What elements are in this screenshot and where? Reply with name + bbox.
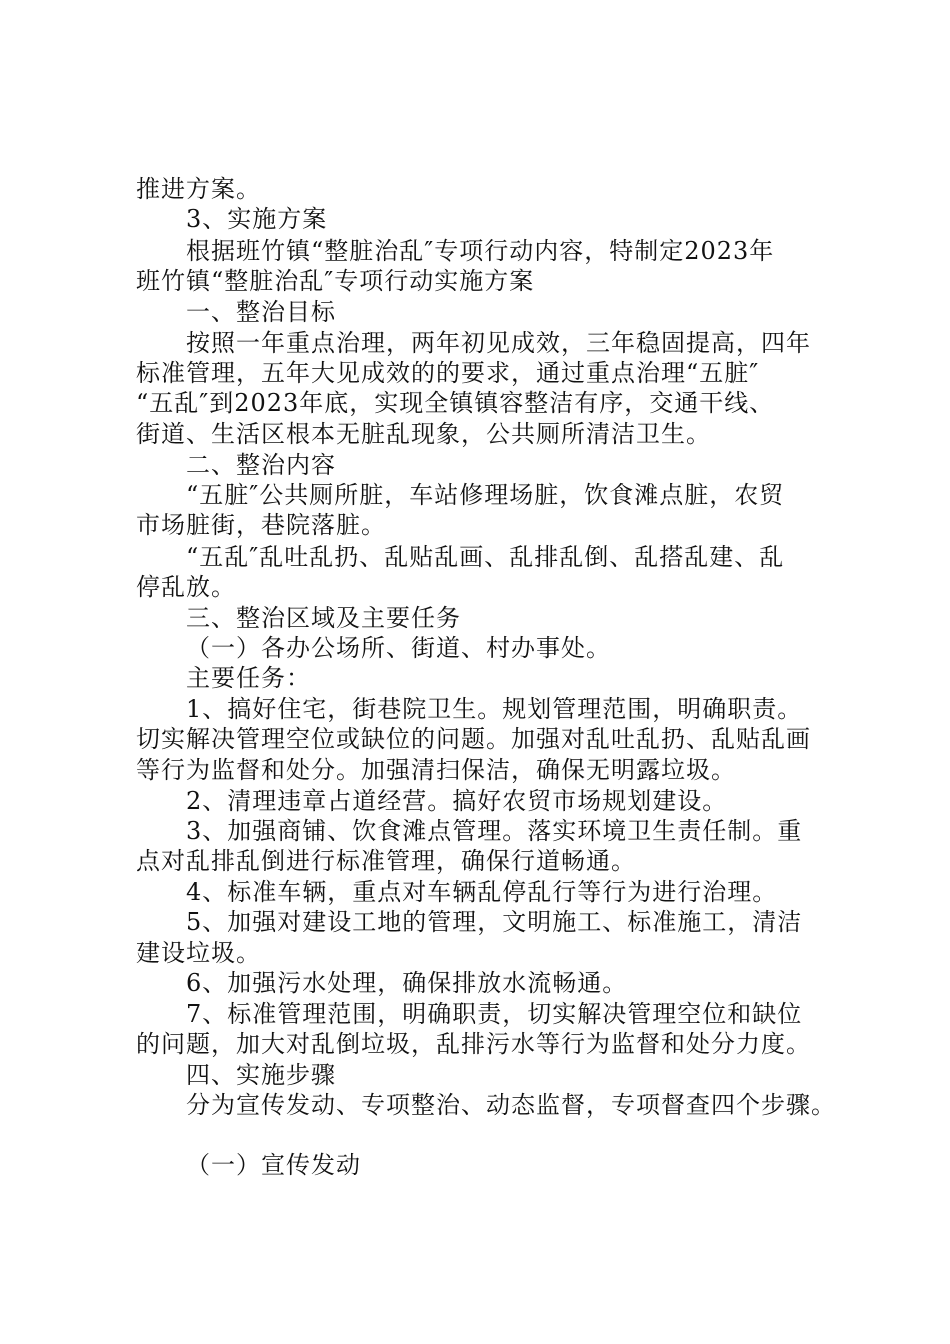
paragraph-line: 切实解决管理空位或缺位的问题。加强对乱吐乱扔、乱贴乱画 bbox=[136, 725, 811, 753]
text-line: 推进方案。 bbox=[136, 175, 261, 203]
paragraph-line: 的问题，加大对乱倒垃圾，乱排污水等行为监督和处分力度。 bbox=[136, 1030, 811, 1058]
paragraph-line: 4、标准车辆，重点对车辆乱停乱行等行为进行治理。 bbox=[186, 878, 778, 906]
paragraph-line: 3、加强商铺、饮食滩点管理。落实环境卫生责任制。重 bbox=[186, 817, 803, 845]
paragraph-line: “五乱″到2023年底，实现全镇镇容整洁有序，交通干线、 bbox=[136, 389, 775, 417]
paragraph-line: 主要任务： bbox=[186, 664, 311, 692]
subsection-heading: （一）宣传发动 bbox=[186, 1151, 361, 1179]
paragraph-line: 建设垃圾。 bbox=[136, 939, 261, 967]
section-heading: 二、整治内容 bbox=[186, 451, 336, 479]
paragraph-line: 班竹镇“整脏治乱″专项行动实施方案 bbox=[136, 267, 535, 295]
paragraph-line: 标准管理，五年大见成效的的要求，通过重点治理“五脏″ bbox=[136, 359, 760, 387]
paragraph-line: 街道、生活区根本无脏乱现象，公共厕所清洁卫生。 bbox=[136, 420, 711, 448]
section-heading: 四、实施步骤 bbox=[186, 1061, 336, 1089]
section-heading: 三、整治区域及主要任务 bbox=[186, 604, 461, 632]
subsection-heading: （一）各办公场所、街道、村办事处。 bbox=[186, 634, 611, 662]
paragraph-line: 6、加强污水处理，确保排放水流畅通。 bbox=[186, 969, 628, 997]
paragraph-line: “五乱″乱吐乱扔、乱贴乱画、乱排乱倒、乱搭乱建、乱 bbox=[186, 543, 785, 571]
paragraph-line: 分为宣传发动、专项整治、动态监督，专项督查四个步骤。 bbox=[186, 1091, 836, 1119]
paragraph-line: 停乱放。 bbox=[136, 573, 236, 601]
paragraph-line: 7、标准管理范围，明确职责，切实解决管理空位和缺位 bbox=[186, 1000, 803, 1028]
paragraph-line: 2、清理违章占道经营。搞好农贸市场规划建设。 bbox=[186, 787, 728, 815]
section-heading: 一、整治目标 bbox=[186, 298, 336, 326]
paragraph-line: 市场脏街，巷院落脏。 bbox=[136, 511, 386, 539]
paragraph-line: 5、加强对建设工地的管理，文明施工、标准施工，清洁 bbox=[186, 908, 803, 936]
section-heading: 3、实施方案 bbox=[186, 205, 328, 233]
paragraph-line: 等行为监督和处分。加强清扫保洁，确保无明露垃圾。 bbox=[136, 756, 736, 784]
paragraph-line: 1、搞好住宅，街巷院卫生。规划管理范围，明确职责。 bbox=[186, 695, 803, 723]
paragraph-line: 根据班竹镇“整脏治乱″专项行动内容，特制定2023年 bbox=[186, 237, 775, 265]
paragraph-line: “五脏″公共厕所脏，车站修理场脏，饮食滩点脏，农贸 bbox=[186, 481, 785, 509]
paragraph-line: 按照一年重点治理，两年初见成效，三年稳固提高，四年 bbox=[186, 329, 811, 357]
paragraph-line: 点对乱排乱倒进行标准管理，确保行道畅通。 bbox=[136, 847, 636, 875]
